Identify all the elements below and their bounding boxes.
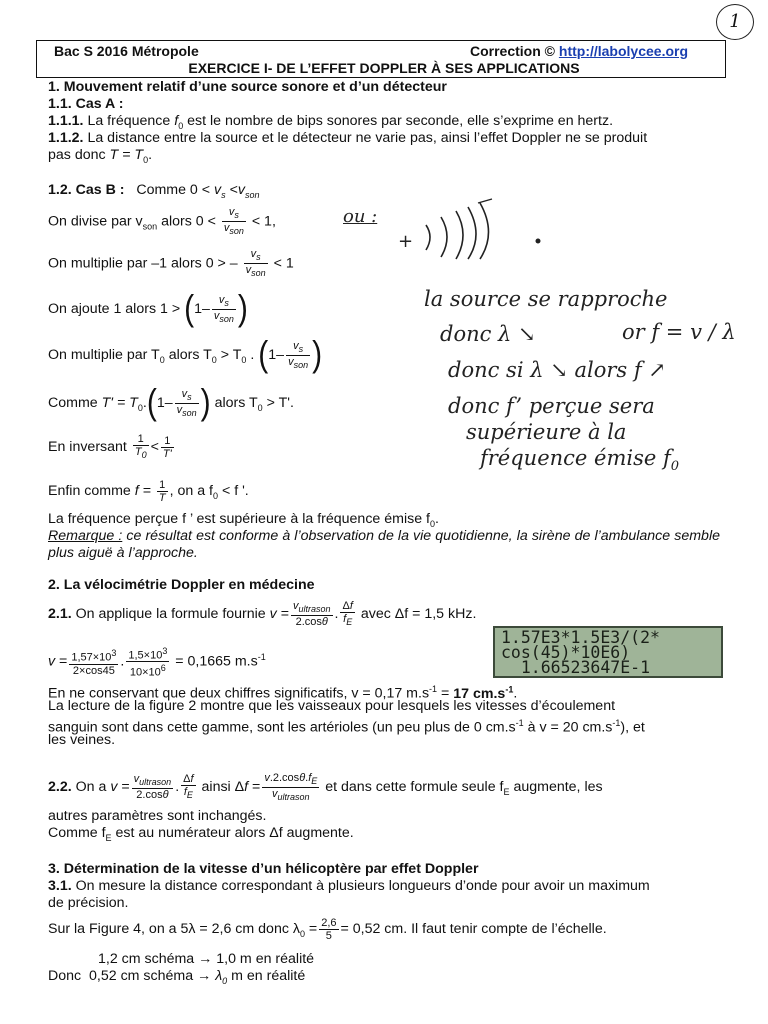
svg-text:+: + (398, 231, 414, 252)
header-right (470, 43, 688, 59)
handwritten-line-1: la source se rapproche (424, 287, 668, 311)
conclusion: La fréquence perçue f ’ est supérieure à la fréquence émise $f_0$. (48, 511, 439, 529)
header-left: Bac S 2016 Métropole (54, 43, 199, 59)
labolycee-link[interactable]: http://labolycee.org (558, 43, 689, 59)
section11-title: 1.1. Cas A : (48, 96, 124, 112)
para-22b: autres paramètres sont inchangés. (48, 808, 267, 824)
handwritten-line-2: donc λ ↘ (440, 322, 536, 346)
para-22: 2.2. On a v = $\frac{v_{ultrason}}{2.\cos\theta}$ . $\frac{\Delta f}{f_E}$ ainsi Δf = $\frac{v.2.\cos\theta.f_E}{v_{ultrason}}$ et dans cette formule seule $f_E$ augmente, les (48, 771, 603, 802)
calc-line-2: cos(45)*10E6) (501, 643, 631, 662)
scale-line-1: 1,2 cm schéma → 1,0 m en réalité (98, 951, 315, 967)
para-22c: Comme $f_E$ est au numérateur alors Δf augmente. (48, 825, 354, 843)
add-one-line: On ajoute 1 alors 1 > (1– $\frac{v_s}{v_{son}}$ ) (48, 288, 248, 329)
remark: Remarque : ce résultat est conforme à l’observation de la vie quotidienne, la sirène de l’ambulance semble plus aiguë à l’approche. (48, 528, 720, 561)
handwritten-line-2b: or f = v / λ (622, 320, 736, 344)
figure4-line: Sur la Figure 4, on a 5λ = 2,6 cm donc $\lambda_0$ = $\frac{2,6}{5}$ = 0,52 cm. Il faut tenir compte de l’échelle. (48, 916, 607, 942)
handwritten-ou: ou : (343, 206, 378, 227)
multiply-t0-line: On multiplie par $T_0$ alors $T_0 > T_0$ . (1– $\frac{v_s}{v_{son}}$ ) (48, 334, 323, 375)
para-figure2-3: les veines. (48, 732, 116, 748)
para-112: 1.1.2. La distance entre la source et le détecteur ne varie pas, ainsi l’effet Doppler ne se produit (48, 130, 648, 146)
para-31b: de précision. (48, 895, 129, 911)
para-112b: pas donc $T = T_0$. (48, 147, 153, 165)
copyright-text: Correction © (470, 43, 555, 59)
handwritten-line-3: donc si λ ↘ alors f ↗ (448, 358, 666, 382)
section2-title: 2. La vélocimétrie Doppler en médecine (48, 577, 315, 593)
scale-line-2: Donc 0,52 cm schéma → $\lambda_0$ m en réalité (48, 968, 306, 986)
handwritten-line-5: supérieure à la (466, 420, 627, 444)
handwritten-line-4: donc f’ perçue sera (448, 394, 655, 418)
para-figure2-2: sanguin sont dans cette gamme, sont les artérioles (un peu plus de 0 $cm.s^{-1}$ à v = 20 $cm.s^{-1}$), et (48, 718, 645, 736)
calc-line-3: 1.66523647E-1 (501, 658, 651, 677)
cas-b-line: 1.2. Cas B : Comme $0 < v_s <v_{son}$ (48, 182, 260, 200)
significant-figures: En ne conservant que deux chiffres significatifs, v = 0,17 $m.s^{-1} = 17$ $cm.s^{-1}$. (48, 684, 518, 702)
calc-formula: v = $\frac{1,57\times 10^3}{2\times\cos 45}$ . $\frac{1,5\times 10^3}{10\times 10^6}$ = 0,1665 $m.s^{-1}$ (48, 645, 266, 680)
para-31: 3.1. On mesure la distance correspondant à plusieurs longueurs d’onde pour avoir un maximum (48, 878, 650, 894)
comme-line: Comme $T' = T_0.(1-$ $\frac{v_s}{v_{son}}$ ) alors $T_0 > T'$. (48, 382, 294, 423)
inversant-line: En inversant $\frac{1}{T_0}$ < $\frac{1}{T'}$ (48, 433, 172, 461)
para-111: 1.1.1. La fréquence $f_0$ est le nombre de bips sonores par seconde, elle s’exprime en hertz. (48, 113, 614, 131)
page-number-circle (716, 4, 754, 40)
wave-sketch (396, 195, 556, 260)
para-figure2-1: La lecture de la figure 2 montre que les vaisseaux pour lesquels les vitesses d’écoulement (48, 698, 616, 714)
calculator-screen (493, 626, 723, 678)
para-21: 2.1. On applique la formule fournie v = $\frac{v_{ultrason}}{2.\cos\theta}$ . $\frac{\Delta f}{f_E}$ avec Δf = 1,5 kHz. (48, 600, 477, 629)
exercise-title: EXERCICE I- DE L’EFFET DOPPLER À SES APPLICATIONS (188, 60, 580, 76)
enfin-line: Enfin comme f = $\frac{1}{T}$ , on a $f_0 < f$ '. (48, 478, 249, 504)
page-number: 1 (729, 11, 741, 32)
section1-title: 1. Mouvement relatif d’une source sonore et d’un détecteur (48, 79, 447, 95)
multiply-neg-line: On multiplie par –1 alors 0 > – $\frac{v_s}{v_{son}}$ < 1 (48, 248, 294, 279)
calc-line-1: 1.57E3*1.5E3/(2* (501, 628, 660, 647)
handwritten-line-6: fréquence émise $f_0$ (480, 446, 680, 475)
divide-line: On divise par $v_{son}$ alors 0 < $\frac{v_s}{v_{son}}$ < 1, (48, 206, 276, 237)
section3-title: 3. Détermination de la vitesse d’un hélicoptère par effet Doppler (48, 861, 479, 877)
